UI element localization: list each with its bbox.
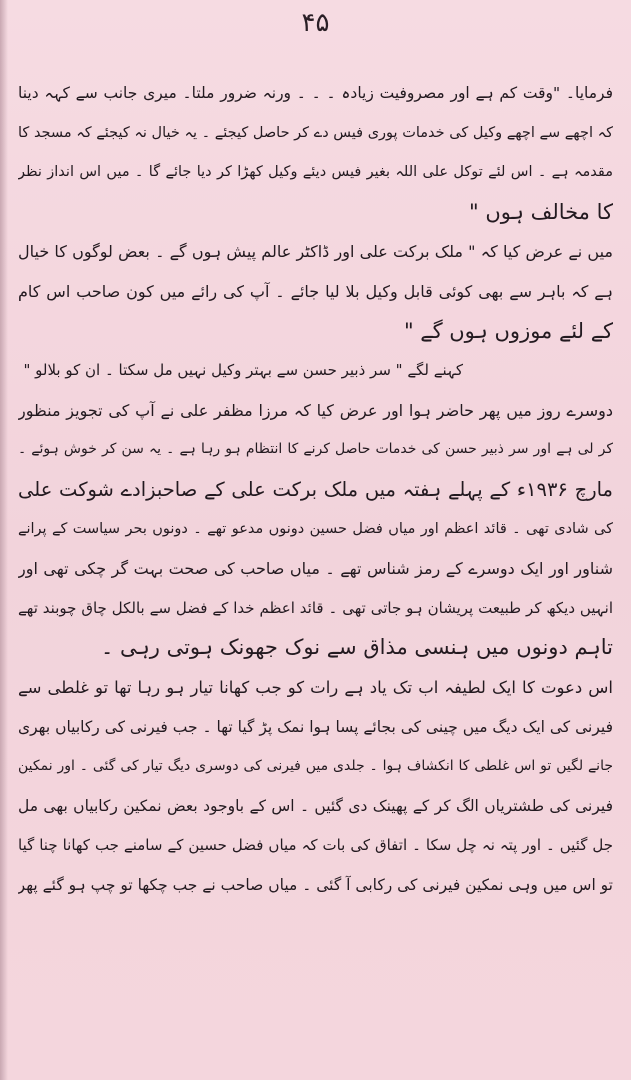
- text-line: اس دعوت کا ایک لطیفہ اب تک یاد ہے رات کو جب کھانا تیار ہو رہا تھا تو غلطی سے: [18, 677, 613, 697]
- text-line: تو اس میں وہی نمکین فیرنی کی رکابی آ گئی ۔ میاں صاحب نے جب چکھا تو چپ ہو گئے پھر: [18, 875, 613, 894]
- text-line: کر لی ہے اور سر ذبیر حسن کی خدمات حاصل کرنے کا انتظام ہو رہا ہے ۔ یہ سن کر خوش ہوئے ۔: [18, 441, 613, 458]
- text-line: مارچ ۱۹۳۶ء کے پہلے ہفتہ میں ملک برکت علی کے صاحبزادے شوکت علی: [18, 477, 613, 501]
- text-line: جل گئیں ۔ اور پتہ نہ چل سکا ۔ اتفاق کی بات کہ میاں فضل حسین کے سامنے جب کھانا چنا گیا: [18, 836, 613, 855]
- text-line: کی شادی تھی ۔ قائد اعظم اور میاں فضل حسین دونوں مدعو تھے ۔ دونوں بحر سیاست کے پرانے: [18, 520, 613, 537]
- page-binding-shadow: [0, 0, 8, 1080]
- text-line: دوسرے روز میں پھر حاضر ہوا اور عرض کیا کہ مرزا مظفر علی نے آپ کی تجویز منظور: [18, 400, 613, 420]
- page-body-text: [18, 74, 613, 905]
- text-line: کے لئے موزوں ہوں گے ": [403, 318, 613, 343]
- text-line: کہنے لگے " سر ذبیر حسن سے بہتر وکیل نہیں مل سکتا ۔ ان کو بلالو ": [23, 361, 463, 380]
- text-line: جانے لگیں تو اس غلطی کا انکشاف ہوا ۔ جلدی میں فیرنی کی دوسری دیگ تیار کی گئی ۔ اور نمکین: [18, 758, 613, 775]
- text-line: کا مخالف ہوں ": [469, 199, 613, 224]
- page-number: ۴۵: [301, 8, 330, 38]
- text-line: انہیں دیکھ کر طبیعت پریشان ہو جاتی تھی ۔ قائد اعظم خدا کے فضل سے بالکل چاق چوبند تھے: [18, 598, 613, 617]
- text-line: کہ اچھے سے اچھے وکیل کی خدمات پوری فیس دے کر حاصل کیجئے ۔ یہ خیال نہ کیجئے کہ مسجد کا: [18, 124, 613, 141]
- text-line: شناور اور ایک دوسرے کے رمز شناس تھے ۔ میاں صاحب کی صحت بہت گر چکی تھی اور: [18, 559, 613, 579]
- text-line: ہے کہ باہر سے بھی کوئی قابل وکیل بلا لیا جائے ۔ آپ کی رائے میں کون صاحب اس کام: [18, 281, 613, 301]
- text-line: فیرنی کی ایک دیگ میں چینی کی بجائے پسا ہوا نمک پڑ گیا تھا ۔ جب فیرنی کی رکابیاں بھری: [18, 717, 613, 736]
- text-line: مقدمہ ہے ۔ اس لئے توکل علی اللہ بغیر فیس دیئے وکیل کھڑا کر دیا جائے گا ۔ میں اس انداز نظر: [18, 164, 613, 181]
- text-line: فرمایا۔ "وقت کم ہے اور مصروفیت زیادہ ۔ ۔ ۔ ورنہ ضرور ملتا۔ میری جانب سے کہہ دینا: [18, 84, 613, 102]
- text-line: تاہم دونوں میں ہنسی مذاق سے نوک جھونک ہوتی رہی ۔: [100, 635, 613, 660]
- text-line: میں نے عرض کیا کہ " ملک برکت علی اور ڈاکٹر عالم پیش ہوں گے ۔ بعض لوگوں کا خیال: [18, 242, 613, 262]
- text-line: فیرنی کی طشتریاں الگ کر کے پھینک دی گئیں ۔ اس کے باوجود بعض نمکین رکابیاں بھی مل: [18, 796, 613, 815]
